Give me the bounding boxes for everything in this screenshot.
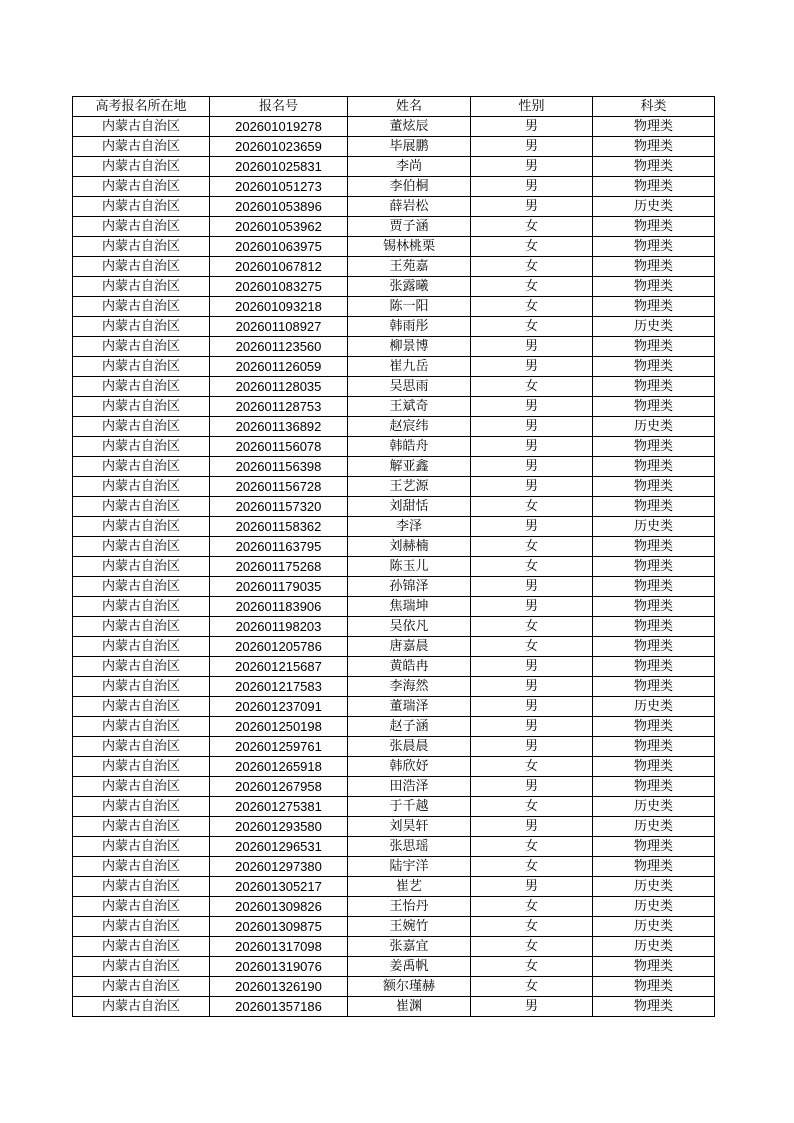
- cell-gender: 男: [471, 657, 593, 677]
- table-row: [73, 777, 715, 797]
- cell-registration-number: 202601267958: [210, 777, 348, 797]
- cell-gender: 男: [471, 597, 593, 617]
- cell-gender: 女: [471, 637, 593, 657]
- table-body: [73, 117, 715, 1017]
- cell-subject-category: 历史类: [593, 937, 715, 957]
- cell-gender: 男: [471, 457, 593, 477]
- cell-subject-category: 历史类: [593, 897, 715, 917]
- cell-name: 吴依凡: [348, 617, 471, 637]
- cell-subject-category: 物理类: [593, 177, 715, 197]
- cell-region: 内蒙古自治区: [73, 177, 210, 197]
- cell-gender: 男: [471, 177, 593, 197]
- cell-gender: 男: [471, 877, 593, 897]
- cell-subject-category: 物理类: [593, 257, 715, 277]
- cell-gender: 女: [471, 377, 593, 397]
- cell-subject-category: 物理类: [593, 657, 715, 677]
- cell-region: 内蒙古自治区: [73, 417, 210, 437]
- cell-name: 张露曦: [348, 277, 471, 297]
- header-gender: 性别: [471, 97, 593, 117]
- cell-registration-number: 202601053962: [210, 217, 348, 237]
- table-row: [73, 697, 715, 717]
- cell-registration-number: 202601275381: [210, 797, 348, 817]
- cell-gender: 男: [471, 817, 593, 837]
- cell-registration-number: 202601093218: [210, 297, 348, 317]
- cell-region: 内蒙古自治区: [73, 937, 210, 957]
- cell-subject-category: 物理类: [593, 457, 715, 477]
- cell-subject-category: 物理类: [593, 957, 715, 977]
- table-row: [73, 897, 715, 917]
- cell-name: 崔艺: [348, 877, 471, 897]
- cell-subject-category: 历史类: [593, 817, 715, 837]
- cell-region: 内蒙古自治区: [73, 317, 210, 337]
- header-row: [73, 97, 715, 117]
- cell-name: 贾子涵: [348, 217, 471, 237]
- cell-name: 张嘉宜: [348, 937, 471, 957]
- cell-name: 李海然: [348, 677, 471, 697]
- cell-subject-category: 物理类: [593, 837, 715, 857]
- cell-subject-category: 历史类: [593, 197, 715, 217]
- table-row: [73, 637, 715, 657]
- cell-name: 崔九岳: [348, 357, 471, 377]
- table-row: [73, 197, 715, 217]
- cell-name: 王怡丹: [348, 897, 471, 917]
- cell-gender: 女: [471, 217, 593, 237]
- cell-gender: 女: [471, 797, 593, 817]
- cell-registration-number: 202601156728: [210, 477, 348, 497]
- cell-name: 韩欣妤: [348, 757, 471, 777]
- cell-registration-number: 202601357186: [210, 997, 348, 1017]
- cell-subject-category: 物理类: [593, 577, 715, 597]
- cell-region: 内蒙古自治区: [73, 537, 210, 557]
- cell-registration-number: 202601126059: [210, 357, 348, 377]
- cell-gender: 女: [471, 297, 593, 317]
- cell-gender: 男: [471, 137, 593, 157]
- cell-region: 内蒙古自治区: [73, 877, 210, 897]
- cell-registration-number: 202601157320: [210, 497, 348, 517]
- cell-region: 内蒙古自治区: [73, 717, 210, 737]
- cell-gender: 女: [471, 857, 593, 877]
- cell-gender: 女: [471, 237, 593, 257]
- cell-region: 内蒙古自治区: [73, 777, 210, 797]
- cell-name: 李尚: [348, 157, 471, 177]
- cell-name: 张晨晨: [348, 737, 471, 757]
- cell-name: 焦瑞坤: [348, 597, 471, 617]
- table-row: [73, 397, 715, 417]
- cell-registration-number: 202601305217: [210, 877, 348, 897]
- cell-name: 唐嘉晨: [348, 637, 471, 657]
- cell-registration-number: 202601309826: [210, 897, 348, 917]
- cell-region: 内蒙古自治区: [73, 957, 210, 977]
- table-row: [73, 137, 715, 157]
- cell-region: 内蒙古自治区: [73, 217, 210, 237]
- cell-registration-number: 202601023659: [210, 137, 348, 157]
- cell-registration-number: 202601179035: [210, 577, 348, 597]
- cell-name: 解亚鑫: [348, 457, 471, 477]
- cell-subject-category: 物理类: [593, 497, 715, 517]
- cell-gender: 男: [471, 577, 593, 597]
- table-row: [73, 277, 715, 297]
- cell-region: 内蒙古自治区: [73, 677, 210, 697]
- cell-region: 内蒙古自治区: [73, 457, 210, 477]
- table-row: [73, 297, 715, 317]
- cell-name: 毕展鹏: [348, 137, 471, 157]
- cell-subject-category: 物理类: [593, 217, 715, 237]
- cell-name: 陈玉儿: [348, 557, 471, 577]
- cell-registration-number: 202601136892: [210, 417, 348, 437]
- cell-name: 李伯桐: [348, 177, 471, 197]
- header-name: 姓名: [348, 97, 471, 117]
- cell-registration-number: 202601217583: [210, 677, 348, 697]
- table-row: [73, 557, 715, 577]
- cell-region: 内蒙古自治区: [73, 637, 210, 657]
- table-row: [73, 217, 715, 237]
- cell-name: 王婉竹: [348, 917, 471, 937]
- cell-registration-number: 202601053896: [210, 197, 348, 217]
- cell-region: 内蒙古自治区: [73, 337, 210, 357]
- cell-registration-number: 202601025831: [210, 157, 348, 177]
- cell-name: 赵子涵: [348, 717, 471, 737]
- cell-subject-category: 物理类: [593, 617, 715, 637]
- cell-region: 内蒙古自治区: [73, 157, 210, 177]
- cell-region: 内蒙古自治区: [73, 857, 210, 877]
- admission-list-table: [72, 96, 715, 1017]
- cell-subject-category: 历史类: [593, 797, 715, 817]
- table-row: [73, 797, 715, 817]
- table-row: [73, 837, 715, 857]
- cell-name: 王苑嘉: [348, 257, 471, 277]
- cell-name: 李泽: [348, 517, 471, 537]
- cell-name: 田浩泽: [348, 777, 471, 797]
- cell-name: 吴思雨: [348, 377, 471, 397]
- cell-registration-number: 202601309875: [210, 917, 348, 937]
- table-row: [73, 737, 715, 757]
- table-row: [73, 617, 715, 637]
- cell-registration-number: 202601183906: [210, 597, 348, 617]
- table-row: [73, 457, 715, 477]
- cell-gender: 男: [471, 697, 593, 717]
- cell-gender: 男: [471, 997, 593, 1017]
- cell-subject-category: 历史类: [593, 697, 715, 717]
- cell-gender: 男: [471, 157, 593, 177]
- cell-region: 内蒙古自治区: [73, 297, 210, 317]
- cell-gender: 女: [471, 917, 593, 937]
- cell-gender: 女: [471, 277, 593, 297]
- cell-name: 额尔瑾赫: [348, 977, 471, 997]
- table-row: [73, 337, 715, 357]
- table-row: [73, 917, 715, 937]
- cell-region: 内蒙古自治区: [73, 557, 210, 577]
- table-row: [73, 417, 715, 437]
- table-row: [73, 237, 715, 257]
- cell-gender: 男: [471, 337, 593, 357]
- cell-gender: 男: [471, 737, 593, 757]
- cell-registration-number: 202601063975: [210, 237, 348, 257]
- cell-region: 内蒙古自治区: [73, 137, 210, 157]
- cell-name: 董瑞泽: [348, 697, 471, 717]
- cell-registration-number: 202601293580: [210, 817, 348, 837]
- cell-subject-category: 历史类: [593, 417, 715, 437]
- cell-region: 内蒙古自治区: [73, 757, 210, 777]
- cell-region: 内蒙古自治区: [73, 917, 210, 937]
- cell-subject-category: 物理类: [593, 637, 715, 657]
- cell-region: 内蒙古自治区: [73, 117, 210, 137]
- cell-region: 内蒙古自治区: [73, 437, 210, 457]
- cell-gender: 男: [471, 117, 593, 137]
- cell-registration-number: 202601067812: [210, 257, 348, 277]
- cell-subject-category: 物理类: [593, 157, 715, 177]
- cell-subject-category: 物理类: [593, 677, 715, 697]
- cell-registration-number: 202601265918: [210, 757, 348, 777]
- cell-region: 内蒙古自治区: [73, 517, 210, 537]
- cell-gender: 男: [471, 357, 593, 377]
- cell-region: 内蒙古自治区: [73, 657, 210, 677]
- table-row: [73, 717, 715, 737]
- cell-gender: 女: [471, 557, 593, 577]
- cell-region: 内蒙古自治区: [73, 357, 210, 377]
- cell-subject-category: 物理类: [593, 357, 715, 377]
- cell-region: 内蒙古自治区: [73, 597, 210, 617]
- table-row: [73, 957, 715, 977]
- cell-subject-category: 物理类: [593, 297, 715, 317]
- cell-name: 陈一阳: [348, 297, 471, 317]
- table-row: [73, 757, 715, 777]
- cell-registration-number: 202601083275: [210, 277, 348, 297]
- cell-gender: 男: [471, 437, 593, 457]
- cell-subject-category: 物理类: [593, 777, 715, 797]
- table-header: [73, 97, 715, 117]
- table-row: [73, 997, 715, 1017]
- cell-registration-number: 202601163795: [210, 537, 348, 557]
- cell-gender: 男: [471, 717, 593, 737]
- table-row: [73, 937, 715, 957]
- cell-subject-category: 历史类: [593, 317, 715, 337]
- cell-name: 韩雨彤: [348, 317, 471, 337]
- table-row: [73, 817, 715, 837]
- cell-region: 内蒙古自治区: [73, 397, 210, 417]
- table-row: [73, 497, 715, 517]
- cell-subject-category: 物理类: [593, 397, 715, 417]
- cell-gender: 男: [471, 417, 593, 437]
- cell-region: 内蒙古自治区: [73, 257, 210, 277]
- cell-registration-number: 202601250198: [210, 717, 348, 737]
- cell-subject-category: 物理类: [593, 977, 715, 997]
- cell-region: 内蒙古自治区: [73, 237, 210, 257]
- cell-subject-category: 物理类: [593, 557, 715, 577]
- cell-subject-category: 物理类: [593, 857, 715, 877]
- table-row: [73, 477, 715, 497]
- cell-region: 内蒙古自治区: [73, 817, 210, 837]
- cell-name: 崔渊: [348, 997, 471, 1017]
- cell-gender: 女: [471, 837, 593, 857]
- table-row: [73, 357, 715, 377]
- cell-registration-number: 202601205786: [210, 637, 348, 657]
- cell-subject-category: 历史类: [593, 517, 715, 537]
- cell-region: 内蒙古自治区: [73, 797, 210, 817]
- cell-name: 王斌奇: [348, 397, 471, 417]
- cell-gender: 女: [471, 257, 593, 277]
- table-row: [73, 657, 715, 677]
- table-row: [73, 157, 715, 177]
- cell-gender: 女: [471, 617, 593, 637]
- cell-registration-number: 202601128035: [210, 377, 348, 397]
- cell-region: 内蒙古自治区: [73, 477, 210, 497]
- cell-gender: 男: [471, 677, 593, 697]
- cell-registration-number: 202601297380: [210, 857, 348, 877]
- cell-name: 于千越: [348, 797, 471, 817]
- cell-subject-category: 物理类: [593, 717, 715, 737]
- cell-region: 内蒙古自治区: [73, 977, 210, 997]
- cell-region: 内蒙古自治区: [73, 837, 210, 857]
- cell-region: 内蒙古自治区: [73, 617, 210, 637]
- cell-registration-number: 202601215687: [210, 657, 348, 677]
- table-row: [73, 537, 715, 557]
- cell-registration-number: 202601128753: [210, 397, 348, 417]
- cell-name: 王艺源: [348, 477, 471, 497]
- cell-subject-category: 物理类: [593, 477, 715, 497]
- table-row: [73, 177, 715, 197]
- cell-registration-number: 202601156078: [210, 437, 348, 457]
- cell-name: 韩皓舟: [348, 437, 471, 457]
- cell-region: 内蒙古自治区: [73, 737, 210, 757]
- cell-name: 赵宸纬: [348, 417, 471, 437]
- cell-registration-number: 202601198203: [210, 617, 348, 637]
- cell-subject-category: 物理类: [593, 337, 715, 357]
- cell-name: 董炫辰: [348, 117, 471, 137]
- cell-gender: 男: [471, 777, 593, 797]
- cell-registration-number: 202601326190: [210, 977, 348, 997]
- cell-gender: 女: [471, 937, 593, 957]
- cell-subject-category: 物理类: [593, 597, 715, 617]
- cell-name: 锡林桃栗: [348, 237, 471, 257]
- cell-subject-category: 物理类: [593, 757, 715, 777]
- cell-region: 内蒙古自治区: [73, 577, 210, 597]
- cell-region: 内蒙古自治区: [73, 497, 210, 517]
- cell-subject-category: 历史类: [593, 877, 715, 897]
- cell-registration-number: 202601237091: [210, 697, 348, 717]
- table-row: [73, 877, 715, 897]
- cell-subject-category: 物理类: [593, 737, 715, 757]
- cell-gender: 女: [471, 897, 593, 917]
- cell-registration-number: 202601319076: [210, 957, 348, 977]
- cell-registration-number: 202601123560: [210, 337, 348, 357]
- cell-gender: 女: [471, 497, 593, 517]
- cell-name: 柳景博: [348, 337, 471, 357]
- cell-subject-category: 物理类: [593, 277, 715, 297]
- cell-registration-number: 202601175268: [210, 557, 348, 577]
- cell-subject-category: 物理类: [593, 377, 715, 397]
- table-row: [73, 857, 715, 877]
- header-subject-category: 科类: [593, 97, 715, 117]
- cell-subject-category: 物理类: [593, 237, 715, 257]
- cell-subject-category: 物理类: [593, 437, 715, 457]
- cell-name: 黄皓冉: [348, 657, 471, 677]
- cell-gender: 女: [471, 537, 593, 557]
- cell-region: 内蒙古自治区: [73, 997, 210, 1017]
- cell-name: 刘昊轩: [348, 817, 471, 837]
- table-row: [73, 117, 715, 137]
- cell-name: 姜禹帆: [348, 957, 471, 977]
- cell-name: 孙锦泽: [348, 577, 471, 597]
- cell-gender: 女: [471, 957, 593, 977]
- header-registration-number: 报名号: [210, 97, 348, 117]
- table-row: [73, 317, 715, 337]
- cell-gender: 女: [471, 757, 593, 777]
- cell-registration-number: 202601019278: [210, 117, 348, 137]
- cell-gender: 女: [471, 317, 593, 337]
- cell-region: 内蒙古自治区: [73, 277, 210, 297]
- cell-region: 内蒙古自治区: [73, 377, 210, 397]
- cell-name: 张思瑶: [348, 837, 471, 857]
- table-row: [73, 597, 715, 617]
- cell-gender: 男: [471, 517, 593, 537]
- table-row: [73, 577, 715, 597]
- table-row: [73, 377, 715, 397]
- cell-gender: 男: [471, 197, 593, 217]
- cell-region: 内蒙古自治区: [73, 697, 210, 717]
- cell-region: 内蒙古自治区: [73, 897, 210, 917]
- cell-registration-number: 202601259761: [210, 737, 348, 757]
- cell-name: 陆宇洋: [348, 857, 471, 877]
- cell-name: 刘赫楠: [348, 537, 471, 557]
- cell-registration-number: 202601108927: [210, 317, 348, 337]
- cell-subject-category: 物理类: [593, 997, 715, 1017]
- cell-name: 薛岩松: [348, 197, 471, 217]
- cell-gender: 男: [471, 477, 593, 497]
- table-row: [73, 437, 715, 457]
- cell-gender: 女: [471, 977, 593, 997]
- cell-region: 内蒙古自治区: [73, 197, 210, 217]
- table-row: [73, 517, 715, 537]
- cell-name: 刘甜恬: [348, 497, 471, 517]
- cell-gender: 男: [471, 397, 593, 417]
- cell-registration-number: 202601296531: [210, 837, 348, 857]
- table-row: [73, 977, 715, 997]
- cell-registration-number: 202601156398: [210, 457, 348, 477]
- table-row: [73, 677, 715, 697]
- cell-registration-number: 202601051273: [210, 177, 348, 197]
- cell-subject-category: 物理类: [593, 117, 715, 137]
- cell-registration-number: 202601158362: [210, 517, 348, 537]
- cell-subject-category: 物理类: [593, 137, 715, 157]
- cell-subject-category: 物理类: [593, 537, 715, 557]
- cell-registration-number: 202601317098: [210, 937, 348, 957]
- header-region: 高考报名所在地: [73, 97, 210, 117]
- cell-subject-category: 历史类: [593, 917, 715, 937]
- table-row: [73, 257, 715, 277]
